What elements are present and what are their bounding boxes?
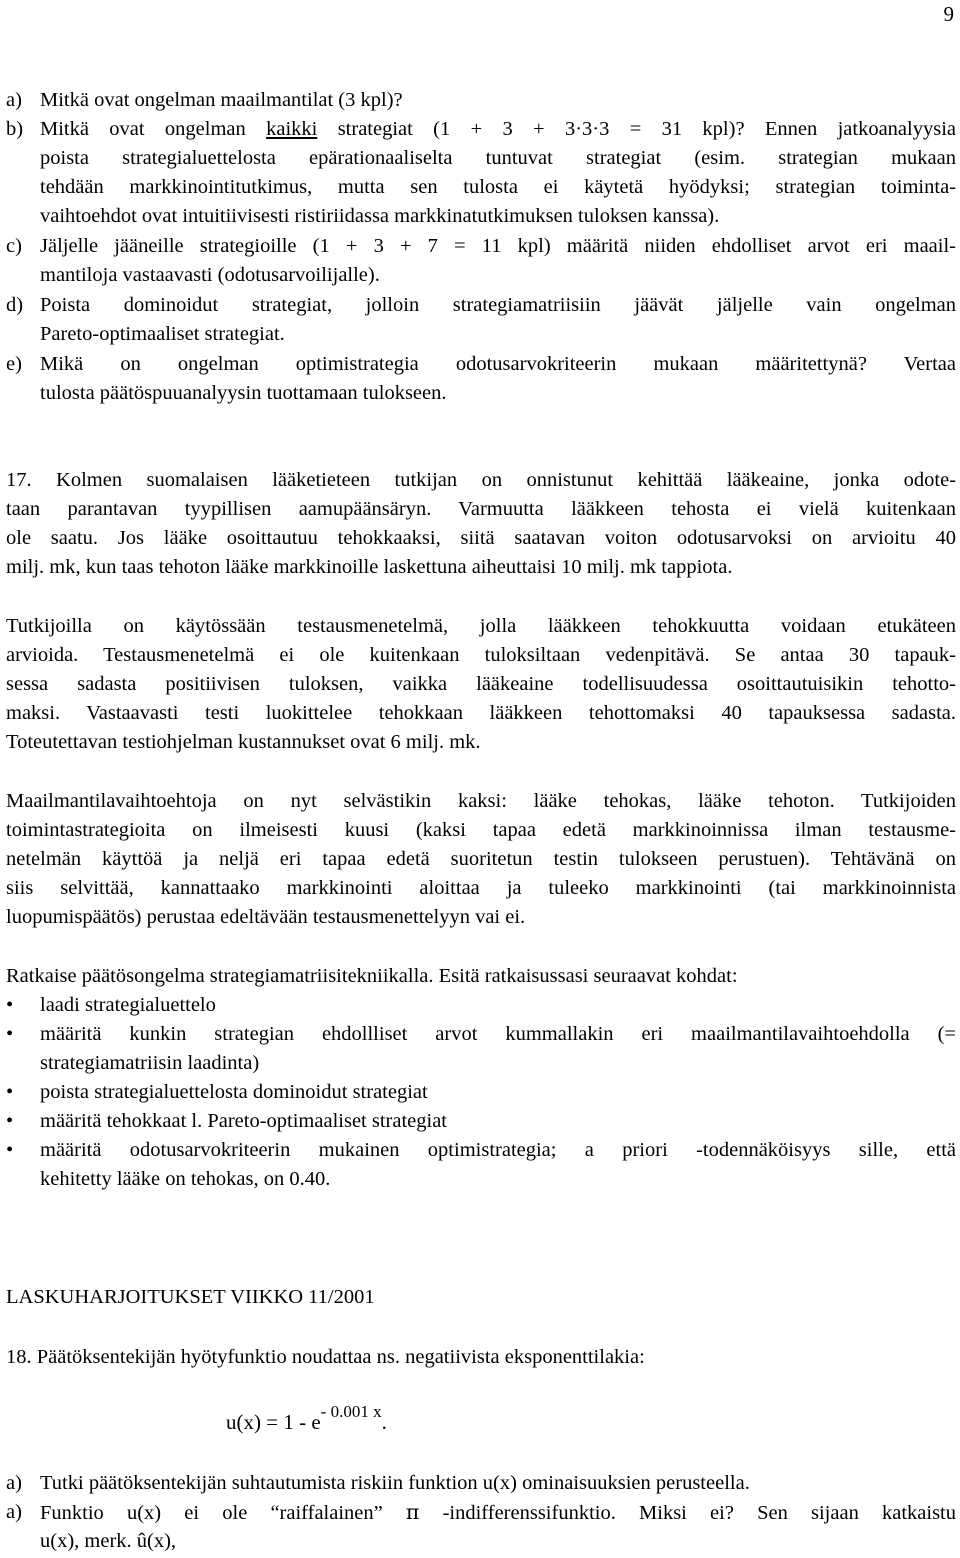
part-a bbox=[6, 86, 956, 115]
bullet-text: määritä kunkin strategian ehdollliset arvot kummallakin eri maailmantilavaihtoehdolla (= bbox=[40, 1023, 956, 1045]
section-heading-text: LASKUHARJOITUKSET VIIKKO 11/2001 bbox=[6, 1286, 375, 1308]
p17-p1-line-2: taan parantavan tyypillisen aamupäänsäryn. Varmuutta lääkkeen tehosta ei vielä kuitenkaan bbox=[6, 498, 956, 520]
part-d-line-2: Pareto-optimaaliset strategiat. bbox=[40, 323, 285, 345]
part-c-line-2: mantiloja vastaavasti (odotusarvoilijalle). bbox=[40, 264, 380, 286]
p17-p3-line-2: toimintastrategioita on ilmeisesti kuusi (kaksi tapaa edetä markkinoinnissa ilman testausme- bbox=[6, 819, 956, 841]
p17-p1-line-3: ole saatu. Jos lääke osoittautuu tehokkaaksi, siitä saatavan voiton odotusarvoksi on arvioitu 40 bbox=[6, 527, 956, 549]
p17-p3-line-3: netelmän käyttöä ja neljä eri tapaa edetä suoritetun testin tulokseen perustuen). Tehtävänä on bbox=[6, 848, 956, 870]
bullet-symbol: • bbox=[6, 1081, 14, 1103]
p17-p2-line-5: Toteutettavan testiohjelman kustannukset ovat 6 milj. mk. bbox=[6, 731, 481, 753]
p17-p2-line-3: sessa sadasta positiivisen tuloksen, vaikka lääkeaine todellisuudessa osoittautuisikin tehotto- bbox=[6, 673, 956, 695]
part-b-line-4: vaihtoehdot ovat intuitiivisesti ristiriidassa markkinatutkimuksen tuloksen kanssa). bbox=[40, 205, 720, 227]
bullet-text: määritä odotusarvokriteerin mukainen optimistrategia; a priori -todennäköisyys sille, että bbox=[40, 1139, 956, 1161]
part-e-line-2: tulosta päätöspuuanalyysin tuottamaan tulokseen. bbox=[40, 382, 447, 404]
problem-18-parts bbox=[6, 1469, 956, 1556]
p17-p2-line-2: arvioida. Testausmenetelmä ei ole kuitenkaan tuloksiltaan vedenpitävä. Se antaa 30 tapauk- bbox=[6, 644, 956, 666]
p18-a2-line-1-post: -indifferenssifunktio. Miksi ei? Sen sijaan katkaistu bbox=[442, 1502, 957, 1524]
part-b-line-1-post: strategiat (1 + 3 + 3·3·3 = 31 kpl)? Ennen jatkoanalyysia bbox=[317, 118, 956, 140]
p17-p2-line-4: maksi. Vastaavasti testi luokittelee tehokkaan lääkkeen tehottomaksi 40 tapauksessa sadasta. bbox=[6, 702, 956, 724]
part-a-text: Mitkä ovat ongelman maailmantilat (3 kpl)? bbox=[40, 89, 403, 111]
p17-p3-line-4: siis selvittää, kannattaako markkinointi aloittaa ja tuleeko markkinointi (tai markkinoinnista bbox=[6, 877, 956, 899]
p18-intro-text: 18. Päätöksentekijän hyötyfunktio noudattaa ns. negatiivista eksponenttilakia: bbox=[6, 1346, 645, 1368]
p17-p3-line-1: Maailmantilavaihtoehtoja on nyt selvästikin kaksi: lääke tehokas, lääke tehoton. Tutkijoiden bbox=[6, 790, 956, 812]
bullet-text: poista strategialuettelosta dominoidut strategiat bbox=[40, 1081, 428, 1103]
bullet-item bbox=[6, 991, 956, 1020]
bullet-item bbox=[6, 1078, 956, 1107]
part-c-label: c) bbox=[6, 235, 22, 257]
part-c-line-1: Jäljelle jääneille strategioille (1 + 3 + 7 = 11 kpl) määritä niiden ehdolliset arvot eri maail- bbox=[40, 235, 956, 257]
part-b-label: b) bbox=[6, 118, 24, 140]
formula-exponent: - 0.001 x bbox=[320, 1402, 382, 1421]
p18-a2-line-1-pre: Funktio u(x) ei ole “raiffalainen” bbox=[40, 1502, 383, 1524]
bullet-text-continued: kehitetty lääke on tehokas, on 0.40. bbox=[40, 1168, 331, 1190]
bullet-text: määritä tehokkaat l. Pareto-optimaaliset strategiat bbox=[40, 1110, 447, 1132]
bullet-item bbox=[6, 1136, 956, 1194]
problem-17-tasks bbox=[6, 962, 956, 1194]
part-e bbox=[6, 350, 956, 408]
formula-end: . bbox=[381, 1410, 387, 1434]
bullet-text-continued: strategiamatriisin laadinta) bbox=[40, 1052, 260, 1074]
p18-a1-label: a) bbox=[6, 1472, 22, 1494]
bullet-text: laadi strategialuettelo bbox=[40, 994, 216, 1016]
p17-p1-line-4: milj. mk, kun taas tehoton lääke markkinoille laskettuna aiheuttaisi 10 milj. mk tappiota. bbox=[6, 556, 733, 578]
bullet-symbol: • bbox=[6, 994, 14, 1016]
p18-a2-line-1 bbox=[40, 1498, 956, 1527]
p17-tasks-intro: Ratkaise päätösongelma strategiamatriisitekniikalla. Esitä ratkaisussasi seuraavat kohdat: bbox=[6, 965, 738, 987]
problem-17-paragraph-2 bbox=[6, 612, 956, 757]
utility-formula bbox=[226, 1402, 387, 1438]
p18-a1-text: Tutki päätöksentekijän suhtautumista riskiin funktion u(x) ominaisuuksien perusteella. bbox=[40, 1472, 750, 1494]
p17-p2-line-1: Tutkijoilla on käytössään testausmenetelmä, jolla lääkkeen tehokkuutta voidaan etukäteen bbox=[6, 615, 956, 637]
problem-18-intro bbox=[6, 1343, 956, 1372]
part-a-label: a) bbox=[6, 89, 22, 111]
part-d bbox=[6, 291, 956, 349]
p17-p3-line-5: luopumispäätös) perustaa edeltävään testausmenettelyyn vai ei. bbox=[6, 906, 526, 928]
pi-symbol: π bbox=[405, 1500, 420, 1524]
bullet-symbol: • bbox=[6, 1110, 14, 1132]
part-d-label: d) bbox=[6, 294, 24, 316]
part-b-line-2: poista strategialuettelosta epärationaaliselta tuntuvat strategiat (esim. strategian mukaan bbox=[40, 147, 956, 169]
p18-a2-line-2: u(x), merk. û(x), bbox=[40, 1530, 177, 1552]
problem-17-paragraph-1 bbox=[6, 466, 956, 582]
bullet-item bbox=[6, 1107, 956, 1136]
problem-17-paragraph-3 bbox=[6, 787, 956, 932]
bullet-symbol: • bbox=[6, 1139, 14, 1161]
part-d-line-1: Poista dominoidut strategiat, jolloin strategiamatriisiin jäävät jäljelle vain ongelman bbox=[40, 294, 956, 316]
page-number: 9 bbox=[943, 2, 954, 26]
p18-a2-label: a) bbox=[6, 1501, 22, 1523]
bullet-symbol: • bbox=[6, 1023, 14, 1045]
p17-p1-line-1: 17. Kolmen suomalaisen lääketieteen tutkijan on onnistunut kehittää lääkeaine, jonka odote- bbox=[6, 469, 956, 491]
part-c bbox=[6, 232, 956, 290]
underlined-word-kaikki: kaikki bbox=[266, 118, 318, 140]
part-b-line-3: tehdään markkinointitutkimus, mutta sen tulosta ei käytetä hyödyksi; strategian toiminta- bbox=[40, 176, 956, 198]
part-b-line-1-pre: Mitkä ovat ongelman bbox=[40, 118, 267, 140]
formula-base: u(x) = 1 - e bbox=[226, 1410, 321, 1434]
part-b bbox=[6, 115, 956, 231]
section-heading bbox=[6, 1283, 956, 1312]
part-b-line-1 bbox=[40, 115, 956, 144]
part-e-line-1: Mikä on ongelman optimistrategia odotusarvokriteerin mukaan määritettynä? Vertaa bbox=[40, 353, 956, 375]
bullet-item bbox=[6, 1020, 956, 1078]
part-e-label: e) bbox=[6, 353, 22, 375]
